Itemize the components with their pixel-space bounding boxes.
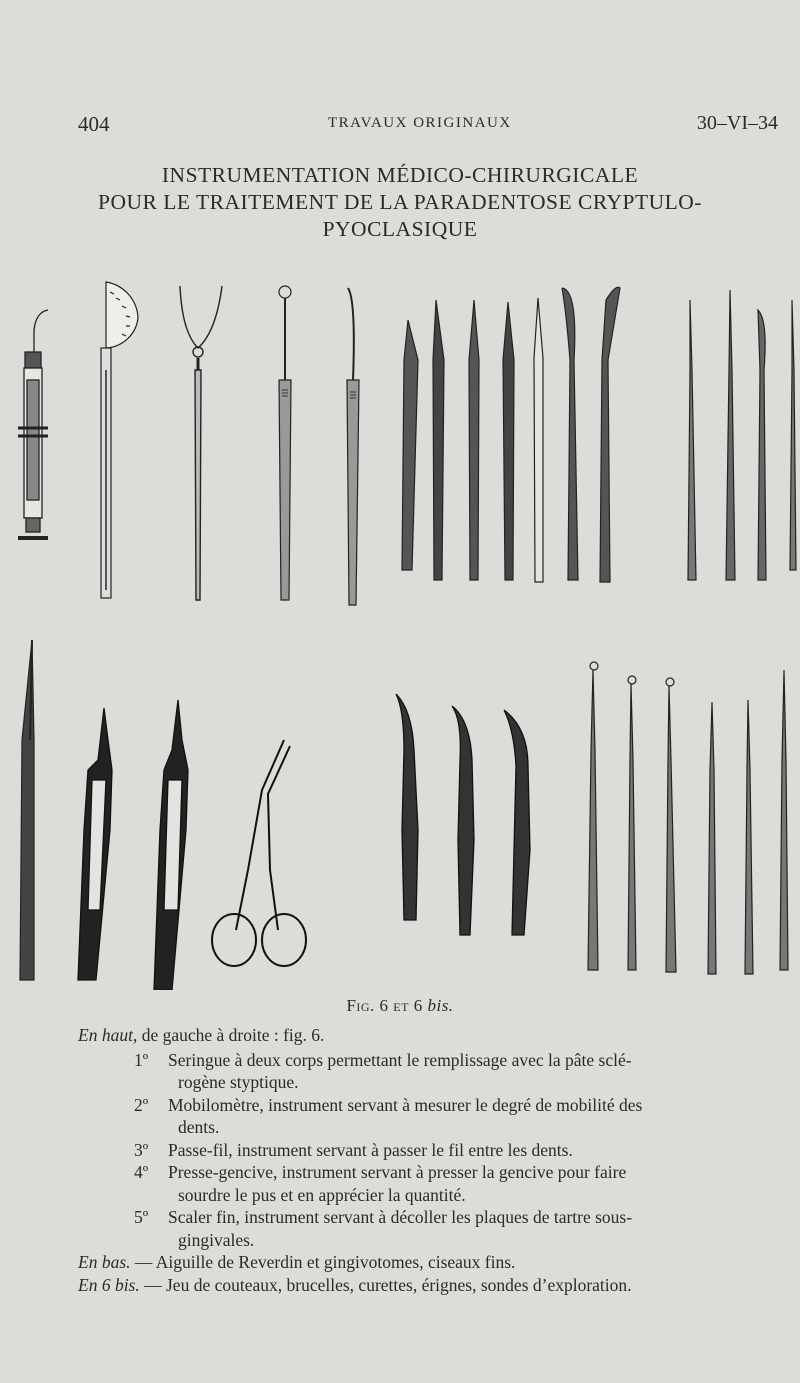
legend-item [134,1206,790,1251]
legend-item-text: Seringue à deux corps permettant le remplissage avec la pâte sclé- [168,1049,632,1070]
legend-bottom [78,1251,790,1274]
fine-scaler-instrument [347,288,359,605]
gingivotome-right [154,700,188,990]
page-number: 404 [78,112,110,136]
title-line-1: INSTRUMENTATION MÉDICO-CHIRURGICALE [161,163,639,187]
legend-item-continuation: gingivales. [178,1229,255,1250]
legend-bis-italic: En 6 bis. [78,1274,140,1295]
reverdin-needle-instrument [20,640,34,980]
scissors-instrument [212,740,306,966]
legend-item-text: Presse-gencive, instrument servant à presser la gencive pour faire [168,1162,627,1182]
section-title: TRAVAUX ORIGINAUX [328,115,512,131]
figure-legend [78,1024,790,1296]
legend-item [134,1049,790,1094]
figure-label: Fig. 6 et 6 [346,996,423,1015]
gingivotome-left [78,708,112,980]
legend-item-number: 2º [134,1094,149,1115]
legend-intro-text: de gauche à droite : fig. 6. [137,1025,325,1045]
legend-item-number: 5º [134,1207,149,1227]
instrument-plate [0,270,800,990]
legend-bis [78,1274,790,1297]
legend-item [134,1139,790,1162]
legend-item-text: Passe-fil, instrument servant à passer le fil entre les dents. [168,1139,573,1160]
legend-intro [78,1024,790,1047]
legend-item-continuation: rogène styptique. [178,1072,299,1092]
legend-item [134,1161,790,1206]
legend-item-text: Mobilomètre, instrument servant à mesurer le degré de mobilité des [168,1094,643,1115]
knife-set-top [402,287,620,582]
legend-item-number: 3º [134,1139,149,1160]
curette-set-bottom [588,662,788,974]
mobilometer-instrument [101,282,138,598]
legend-bottom-italic: En bas. [78,1252,131,1272]
title-line-3: PYOCLASIQUE [322,217,478,241]
title-line-2: POUR LE TRAITEMENT DE LA PARADENTOSE CRYPTULO- [98,190,702,214]
legend-item-number: 1º [134,1049,149,1070]
figure-label-bis: bis. [427,996,454,1015]
issue-date: 30–VI–34 [696,112,778,134]
legend-item-continuation: sourdre le pus et en apprécier la quantité. [178,1184,466,1205]
syringe-instrument [18,310,48,538]
forceps-set [396,694,530,935]
gum-press-instrument [279,286,291,600]
legend-list [78,1049,790,1252]
article-title [0,162,800,243]
legend-item-continuation: dents. [178,1117,220,1137]
running-head [78,112,782,142]
legend-item [134,1094,790,1139]
legend-item-number: 4º [134,1162,149,1182]
legend-intro-italic: En haut, [78,1025,138,1045]
thread-passer-instrument [180,286,222,600]
legend-item-text: Scaler fin, instrument servant à décoller les plaques de tartre sous- [168,1207,633,1227]
probe-set-top [688,290,796,580]
legend-bottom-text: — Aiguille de Reverdin et gingivotomes, ciseaux fins. [130,1252,516,1272]
legend-bis-text: — Jeu de couteaux, brucelles, curettes, érignes, sondes d’exploration. [139,1274,632,1295]
figure-caption [0,996,800,1016]
